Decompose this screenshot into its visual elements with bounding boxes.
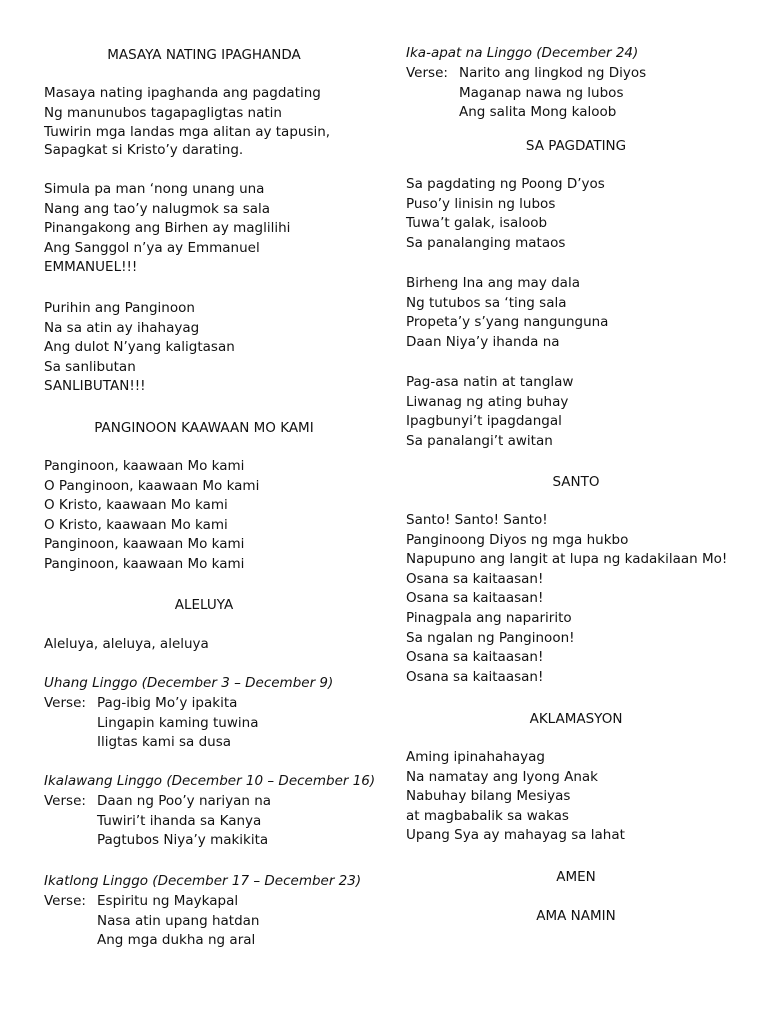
masaya-stanza-2	[44, 180, 364, 278]
lyric-line: Puso’y linisin ng lubos	[406, 195, 556, 212]
week-heading	[406, 44, 746, 64]
lyric-line: Narito ang lingkod ng Diyos	[459, 65, 647, 81]
kaawaan-lyrics	[44, 457, 364, 575]
lyric-line: Pinagpala ang naparirito	[406, 609, 572, 626]
week-heading	[44, 872, 364, 892]
lyric-line: Santo! Santo! Santo!	[406, 512, 548, 528]
song-title-amanamin: AMA NAMIN	[536, 908, 616, 924]
lyric-line: O Panginoon, kaawaan Mo kami	[44, 477, 260, 494]
lyric-line: Tuwirin mga landas mga alitan ay tapusin,	[44, 124, 331, 141]
lyric-line: Daan ng Poo’y nariyan na	[97, 793, 272, 809]
lyric-line: Pagtubos Niya’y makikita	[97, 832, 269, 849]
aklamasyon-lyrics	[406, 748, 746, 846]
song-title-masaya: MASAYA NATING IPAGHANDA	[107, 47, 301, 63]
lyric-line: Ang mga dukha ng aral	[97, 932, 256, 949]
song-title-aklamasyon: AKLAMASYON	[529, 711, 623, 727]
lyric-line: Tuwa’t galak, isaloob	[406, 215, 548, 232]
verse-label: Verse:	[44, 893, 86, 909]
lyric-line: Aming ipinahahayag	[406, 749, 545, 765]
lyric-line: Ng tutubos sa ‘ting sala	[406, 294, 567, 311]
lyric-line: Osana sa kaitaasan!	[406, 668, 544, 685]
week-heading-text: Ikalawang Linggo (December 10 – December 16)	[44, 773, 376, 789]
lyric-line: Panginoon, kaawaan Mo kami	[44, 458, 245, 474]
lyric-line: Daan Niya’y ihanda na	[406, 333, 560, 350]
week-heading-text: Ikatlong Linggo (December 17 – December 23)	[44, 873, 362, 889]
lyric-line: Nabuhay bilang Mesiyas	[406, 788, 571, 805]
lyric-line: Sa pagdating ng Poong D’yos	[406, 176, 605, 192]
lyric-line: Nasa atin upang hatdan	[97, 912, 260, 929]
lyric-line: Osana sa kaitaasan!	[406, 649, 544, 666]
lyric-line: at magbabalik sa wakas	[406, 807, 569, 824]
lyric-line: Purihin ang Panginoon	[44, 300, 195, 316]
verse-label: Verse:	[44, 695, 86, 711]
week-heading	[44, 674, 364, 694]
week-heading-text: Uhang Linggo (December 3 – December 9)	[44, 675, 334, 691]
sapagdating-stanza-2	[406, 274, 746, 352]
lyric-line: Lingapin kaming tuwina	[97, 714, 259, 731]
lyric-line: O Kristo, kaawaan Mo kami	[44, 497, 228, 514]
week-heading-text: Ika-apat na Linggo (December 24)	[406, 45, 639, 61]
lyric-line: Pinangakong ang Birhen ay maglilihi	[44, 220, 291, 237]
lyric-line: Sa sanlibutan	[44, 358, 136, 375]
masaya-stanza-1	[44, 84, 364, 160]
week-heading	[44, 772, 376, 792]
lyric-line: O Kristo, kaawaan Mo kami	[44, 516, 228, 533]
song-title-kaawaan: PANGINOON KAAWAAN MO KAMI	[94, 420, 314, 436]
lyric-line: Sa panalangi’t awitan	[406, 432, 553, 449]
lyric-line: SANLIBUTAN!!!	[44, 378, 146, 395]
lyric-line: Aleluya, aleluya, aleluya	[44, 636, 209, 652]
lyric-line: Ang dulot N’yang kaligtasan	[44, 339, 235, 356]
verse-label: Verse:	[44, 793, 86, 809]
lyric-line: Osana sa kaitaasan!	[406, 570, 544, 587]
lyric-line: EMMANUEL!!!	[44, 259, 138, 276]
lyric-line: Liwanag ng ating buhay	[406, 393, 569, 410]
lyric-line: Osana sa kaitaasan!	[406, 590, 544, 607]
sapagdating-stanza-3	[406, 373, 746, 451]
lyric-line: Sa panalanging mataos	[406, 234, 566, 251]
lyric-line: Birheng Ina ang may dala	[406, 275, 580, 291]
lyric-line: Sapagkat si Kristo’y darating.	[44, 141, 244, 158]
verse-lines	[97, 792, 271, 851]
lyric-line: Na sa atin ay ihahayag	[44, 319, 200, 336]
lyric-line: Maganap nawa ng lubos	[459, 84, 624, 101]
lyric-line: Ng manunubos tagapagligtas natin	[44, 104, 282, 121]
lyric-line: Espiritu ng Maykapal	[97, 893, 239, 909]
lyric-line: Tuwiri’t ihanda sa Kanya	[97, 812, 262, 829]
lyric-line: Panginoon, kaawaan Mo kami	[44, 536, 245, 553]
song-title-sapagdating: SA PAGDATING	[525, 138, 627, 154]
lyric-line: Ang Sanggol n’ya ay Emmanuel	[44, 239, 260, 256]
lyric-line: Panginoon, kaawaan Mo kami	[44, 555, 245, 572]
lyric-line: Simula pa man ‘nong unang una	[44, 181, 265, 197]
lyric-line: Panginoong Diyos ng mga hukbo	[406, 531, 629, 548]
sapagdating-stanza-1	[406, 175, 746, 253]
lyric-line: Ang salita Mong kaloob	[459, 104, 617, 121]
verse-label: Verse:	[406, 65, 448, 81]
lyric-line: Iligtas kami sa dusa	[97, 734, 232, 751]
lyric-line: Nang ang tao’y nalugmok sa sala	[44, 200, 271, 217]
lyric-line: Sa ngalan ng Panginoon!	[406, 629, 575, 646]
song-title-santo: SANTO	[552, 474, 600, 490]
lyric-line: Upang Sya ay mahayag sa lahat	[406, 827, 625, 844]
lyric-line: Napupuno ang langit at lupa ng kadakilaan Mo!	[406, 551, 728, 568]
masaya-stanza-3	[44, 299, 364, 397]
lyric-line: Pag-asa natin at tanglaw	[406, 374, 574, 390]
lyric-line: Masaya nating ipaghanda ang pagdating	[44, 85, 321, 101]
verse-lines	[459, 64, 646, 123]
verse-lines	[97, 892, 259, 951]
lyric-line: Ipagbunyi’t ipagdangal	[406, 413, 562, 430]
lyric-line: Pag-ibig Mo’y ipakita	[97, 695, 238, 711]
lyric-line: Propeta’y s’yang nangunguna	[406, 314, 609, 331]
santo-lyrics	[406, 511, 746, 687]
verse-lines	[97, 694, 258, 753]
song-title-aleluya: ALELUYA	[174, 597, 234, 613]
aleluya-line	[44, 635, 364, 655]
song-title-amen: AMEN	[556, 869, 596, 885]
lyric-line: Na namatay ang Iyong Anak	[406, 768, 598, 785]
